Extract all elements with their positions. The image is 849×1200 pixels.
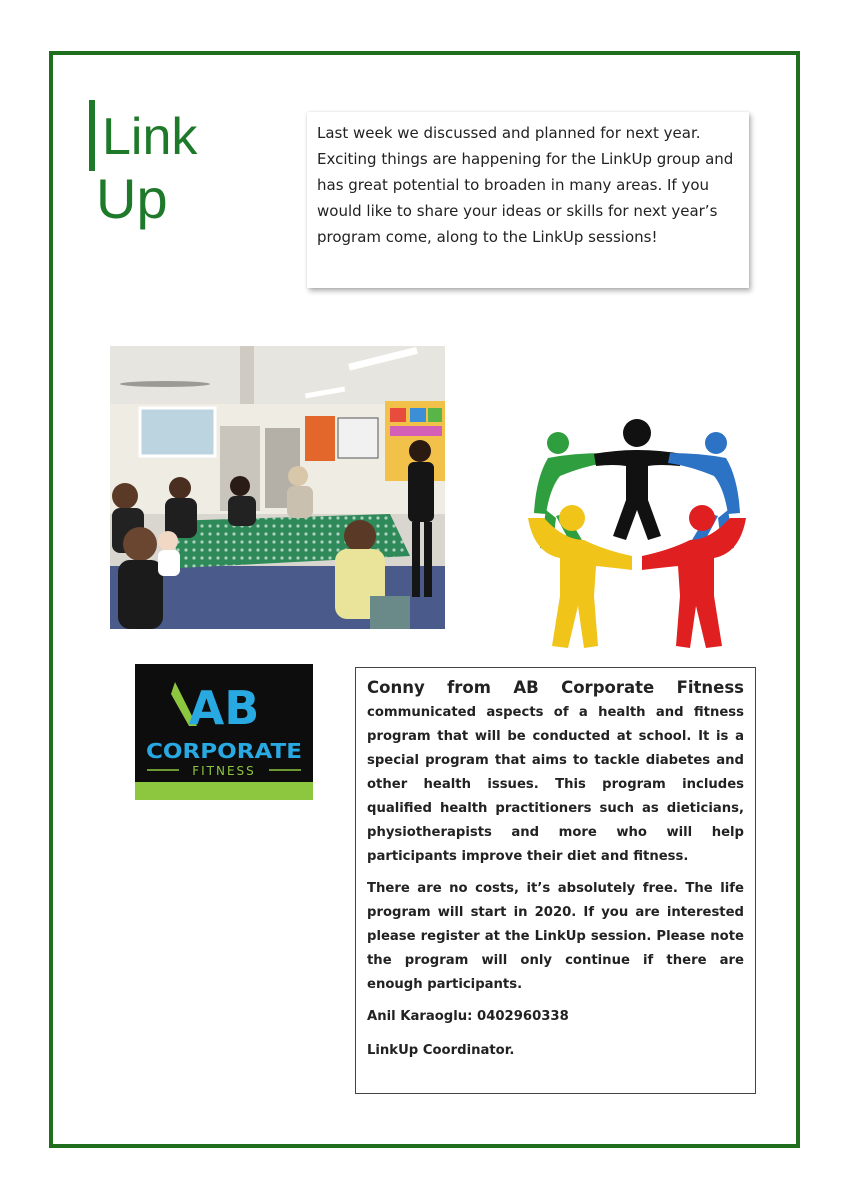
coordinator-role: LinkUp Coordinator.	[367, 1043, 515, 1058]
intro-text: Last week we discussed and planned for next year. Exciting things are happening for the LinkUp group and has great potential to broaden in many areas. If you would like to share your ideas or skills for next year’s program come, along to the LinkUp sessions!	[317, 124, 734, 246]
figure-yellow-icon	[528, 505, 632, 648]
fitness-program-box	[355, 667, 756, 1094]
ab-logo-letters: AB	[188, 681, 260, 735]
logo-text-up: Up	[96, 167, 168, 230]
fitness-heading: Conny from AB Corporate Fitness	[367, 678, 744, 697]
meeting-photo	[110, 346, 445, 629]
fitness-cost-details: There are no costs, it’s absolutely free. The life program will start in 2020. If you are interested please register at the LinkUp session. Please note the program will only continue if there are enough participants.	[367, 881, 744, 992]
fitness-description: communicated aspects of a health and fitness program that will be conducted at school. It is a special program that aims to tackle diabetes and other health issues. This program includes qualified health practitioners such as dieticians, physiotherapists and more who will help participants improve their diet and fitness.	[367, 705, 744, 864]
linkup-logo	[86, 98, 206, 238]
coordinator-contact: Anil Karaoglu: 0402960338	[367, 1009, 569, 1024]
logo-text-link: Link	[102, 108, 198, 166]
ab-logo-fitness: FITNESS	[192, 764, 256, 778]
intro-callout	[307, 112, 749, 288]
figure-red-icon	[642, 505, 746, 648]
people-circle-graphic	[524, 418, 750, 653]
figure-black-icon	[594, 419, 682, 540]
ab-logo-corporate: CORPORATE	[146, 739, 302, 763]
ab-corporate-fitness-logo	[135, 664, 313, 800]
